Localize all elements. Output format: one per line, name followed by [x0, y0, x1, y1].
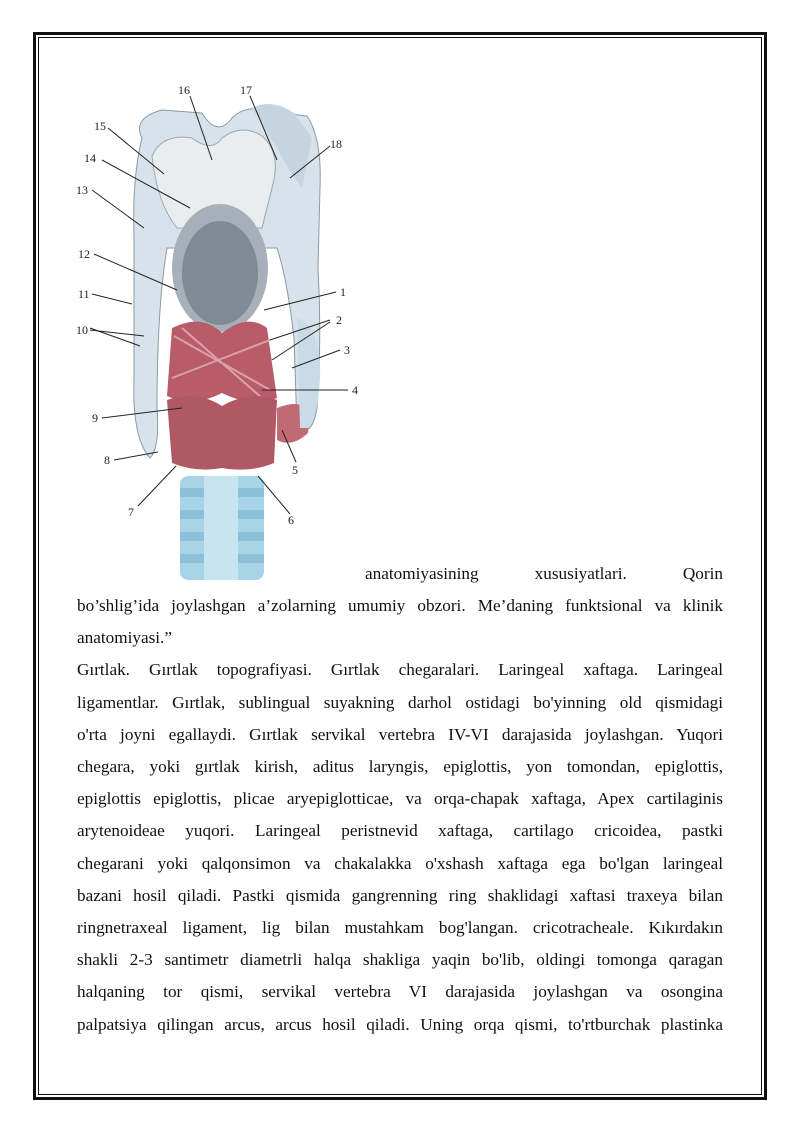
label-8: 8: [104, 453, 110, 467]
label-11: 11: [78, 287, 90, 301]
label-17: 17: [240, 83, 252, 97]
paragraph-line: ligamentlar. Gırtlak, sublingual suyakning darhol ostidagi bo'yinning old qismidagi: [77, 692, 723, 712]
label-13: 13: [76, 183, 88, 197]
paragraph-line: shakli 2-3 santimetr diametrli halqa shakliga yaqin bo'lib, oldingi tomonga qaragan: [77, 950, 723, 970]
intro-first-line: [365, 558, 723, 590]
intro-line: anatomiyasi.”: [77, 628, 172, 648]
label-12: 12: [78, 247, 90, 261]
paragraph-line: bazani hosil qiladi. Pastki qismida gangrenning ring shaklidagi xaftasi traxeya bilan: [77, 885, 723, 905]
label-14: 14: [84, 151, 96, 165]
paragraph-line: chegarani yoki qalqonsimon va chakalakka o'xshash xaftaga ega bo'lgan laringeal: [77, 853, 723, 873]
label-7: 7: [128, 505, 134, 519]
paragraph-line: halqaning tor qismi, servikal vertebra VI darajasida joylashgan va osongina: [77, 982, 723, 1002]
intro-word: Qorin: [682, 564, 723, 583]
label-5: 5: [292, 463, 298, 477]
paragraph-line: Gırtlak. Gırtlak topografiyasi. Gırtlak chegaralari. Laringeal xaftaga. Laringeal: [77, 660, 723, 680]
paragraph-line: ringnetraxeal ligament, lig bilan mustahkam bog'langan. cricotracheale. Kıkırdakın: [77, 918, 723, 938]
label-1: 1: [340, 285, 346, 299]
label-10: 10: [76, 323, 88, 337]
label-9: 9: [92, 411, 98, 425]
label-15: 15: [94, 119, 106, 133]
paragraph-line: chegara, yoki gırtlak kirish, aditus laryngis, epiglottis, yon tomondan, epiglottis,: [77, 757, 723, 777]
intro-line: bo’shlig’ida joylashgan a’zolarning umumiy obzori. Me’daning funktsional va klinik: [77, 596, 723, 615]
paragraph-line: palpatsiya qilingan arcus, arcus hosil qiladi. Uning orqa qismi, to'rtburchak plastinka: [77, 1014, 723, 1034]
label-16: 16: [178, 83, 190, 97]
label-6: 6: [288, 513, 294, 527]
label-18: 18: [330, 137, 342, 151]
paragraph-line: arytenoideae yuqori. Laringeal peristnevid xaftaga, cartilago cricoidea, pastki: [77, 821, 723, 841]
muscles: [167, 322, 310, 470]
paragraph-line: epiglottis epiglottis, plicae aryepiglotticae, va orqa-chapak xaftaga, Apex cartilaginis: [77, 789, 723, 809]
label-3: 3: [344, 343, 350, 357]
trachea: [180, 476, 264, 580]
intro-word: xususiyatlari.: [534, 564, 627, 583]
label-4: 4: [352, 383, 358, 397]
intro-word: anatomiyasining: [365, 564, 479, 583]
paragraph-line: o'rta joyni egallaydi. Gırtlak servikal vertebra IV-VI darajasida joylashgan. Yuqori: [77, 724, 723, 744]
larynx-diagram-svg: [72, 78, 372, 580]
label-2: 2: [336, 313, 342, 327]
larynx-illustration: [72, 78, 372, 580]
body-text: [77, 590, 723, 1041]
